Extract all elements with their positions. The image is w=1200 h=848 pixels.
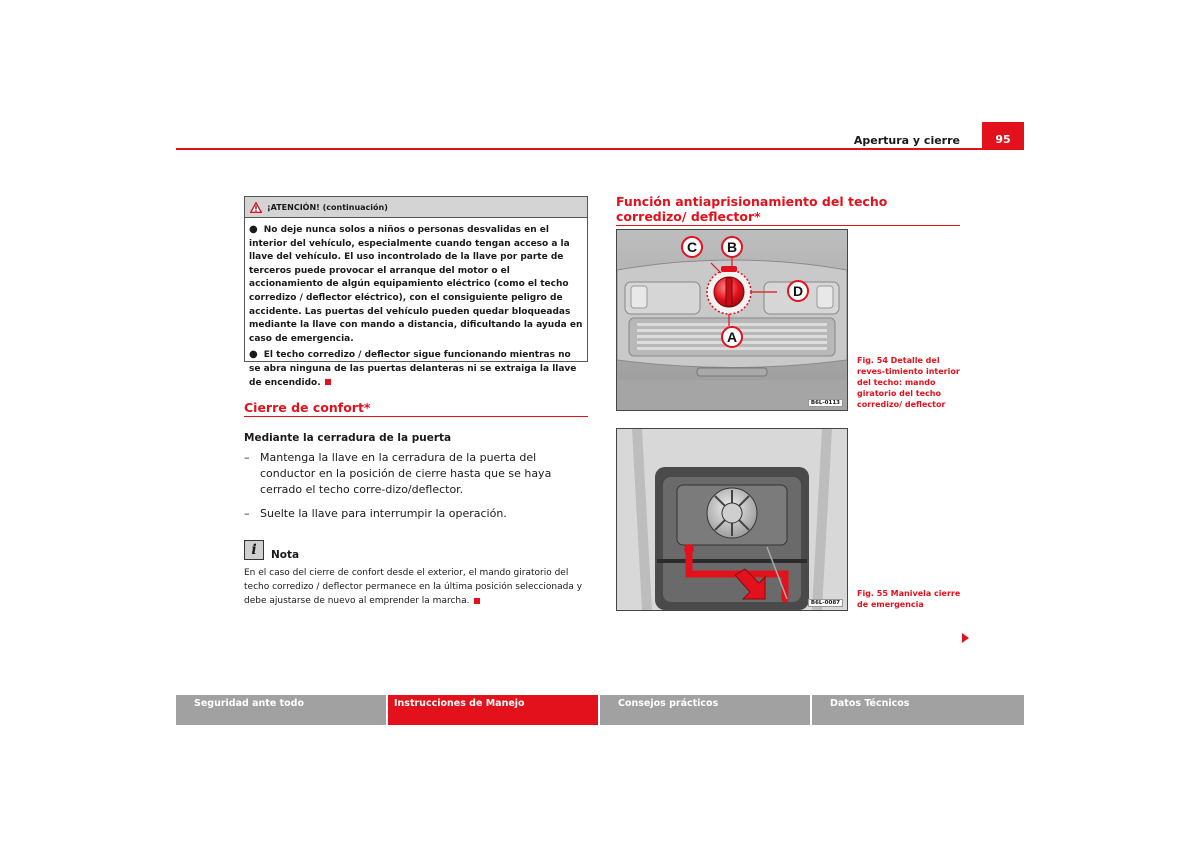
warning-title: ¡ATENCIÓN! (continuación) bbox=[267, 202, 388, 212]
figure-rotary-control bbox=[616, 229, 848, 411]
emergency-crank-illustration bbox=[617, 429, 847, 610]
step-marker: – bbox=[244, 451, 250, 464]
figure-code: B6L-0113 bbox=[808, 399, 843, 407]
warning-box bbox=[244, 196, 588, 388]
section-heading-anti-pinch: Función antiaprisionamiento del techo corredizo/ deflector* bbox=[616, 194, 960, 226]
instruction-step bbox=[244, 506, 588, 522]
bullet-icon: ● bbox=[249, 224, 258, 235]
next-page-arrow-icon[interactable] bbox=[962, 633, 969, 643]
instruction-step bbox=[244, 450, 588, 498]
warning-item: ● El techo corredizo / deflector sigue funcionando mientras no se abra ninguna de las puertas delanteras ni se extraiga la llave de encendido. bbox=[249, 349, 577, 388]
nav-tab-datos[interactable]: Datos Técnicos bbox=[812, 695, 1024, 725]
running-header-title: Apertura y cierre bbox=[853, 134, 960, 147]
page-number: 95 bbox=[982, 122, 1024, 149]
note-title: Nota bbox=[271, 549, 300, 561]
step-marker: – bbox=[244, 507, 250, 520]
subheading-door-lock: Mediante la cerradura de la puerta bbox=[244, 432, 452, 444]
warning-triangle-icon bbox=[250, 202, 262, 213]
svg-text:C: C bbox=[686, 239, 698, 255]
figure-code: B6L-0087 bbox=[808, 599, 843, 607]
end-of-section-square-icon bbox=[474, 598, 480, 604]
end-of-section-square-icon bbox=[325, 379, 331, 385]
footer-nav bbox=[176, 695, 1024, 725]
bullet-icon: ● bbox=[249, 349, 258, 361]
callout-label-a bbox=[722, 327, 742, 347]
warning-item: ● No deje nunca solos a niños o personas desvalidas en el interior del vehículo, especialmente cuando tengan acceso a la llave del vehículo. El uso incontrolado de la llave por parte de terceros puede provocar el arranque del motor o el accionamiento de algún equipamiento eléctrico (como el techo corredizo / deflector eléctrico), con el consiguiente peligro de accidente. Las puertas del vehículo pueden quedar bloqueadas mediante la llave con mando a distancia, dificultando la ayuda en caso de emergencia. bbox=[249, 224, 583, 344]
svg-text:A: A bbox=[726, 329, 738, 345]
callout-label-d bbox=[788, 281, 808, 301]
rotary-control-illustration bbox=[617, 230, 847, 410]
nav-tab-seguridad[interactable]: Seguridad ante todo bbox=[176, 695, 386, 725]
callout-label-c bbox=[682, 237, 702, 257]
warning-header bbox=[245, 197, 587, 218]
svg-text:D: D bbox=[792, 283, 804, 299]
svg-text:B: B bbox=[726, 239, 738, 255]
nav-tab-instrucciones[interactable]: Instrucciones de Manejo bbox=[388, 695, 598, 725]
nav-tab-consejos[interactable]: Consejos prácticos bbox=[600, 695, 810, 725]
figure-caption: Fig. 54 Detalle del reves-timiento interior del techo: mando giratorio del techo corredizo/ deflector bbox=[857, 356, 960, 409]
note-text: En el caso del cierre de confort desde el exterior, el mando giratorio del techo corredizo / deflector permanece en la última posición seleccionada y debe ajustarse de nuevo al emprender la marcha. bbox=[244, 568, 583, 606]
header-rule bbox=[176, 148, 1024, 150]
callout-label-b bbox=[722, 237, 742, 257]
section-heading-comfort: Cierre de confort* bbox=[244, 400, 588, 417]
step-text: Mantenga la llave en la cerradura de la puerta del conductor en la posición de cierre hasta que se haya cerrado el techo corre-dizo/deflector. bbox=[260, 451, 552, 496]
step-text: Suelte la llave para interrumpir la operación. bbox=[260, 507, 507, 520]
warning-body bbox=[245, 218, 587, 390]
figure-caption: Fig. 55 Manivela cierre de emergencia bbox=[857, 589, 961, 609]
figure-emergency-crank bbox=[616, 428, 848, 611]
info-icon: i bbox=[244, 540, 264, 560]
